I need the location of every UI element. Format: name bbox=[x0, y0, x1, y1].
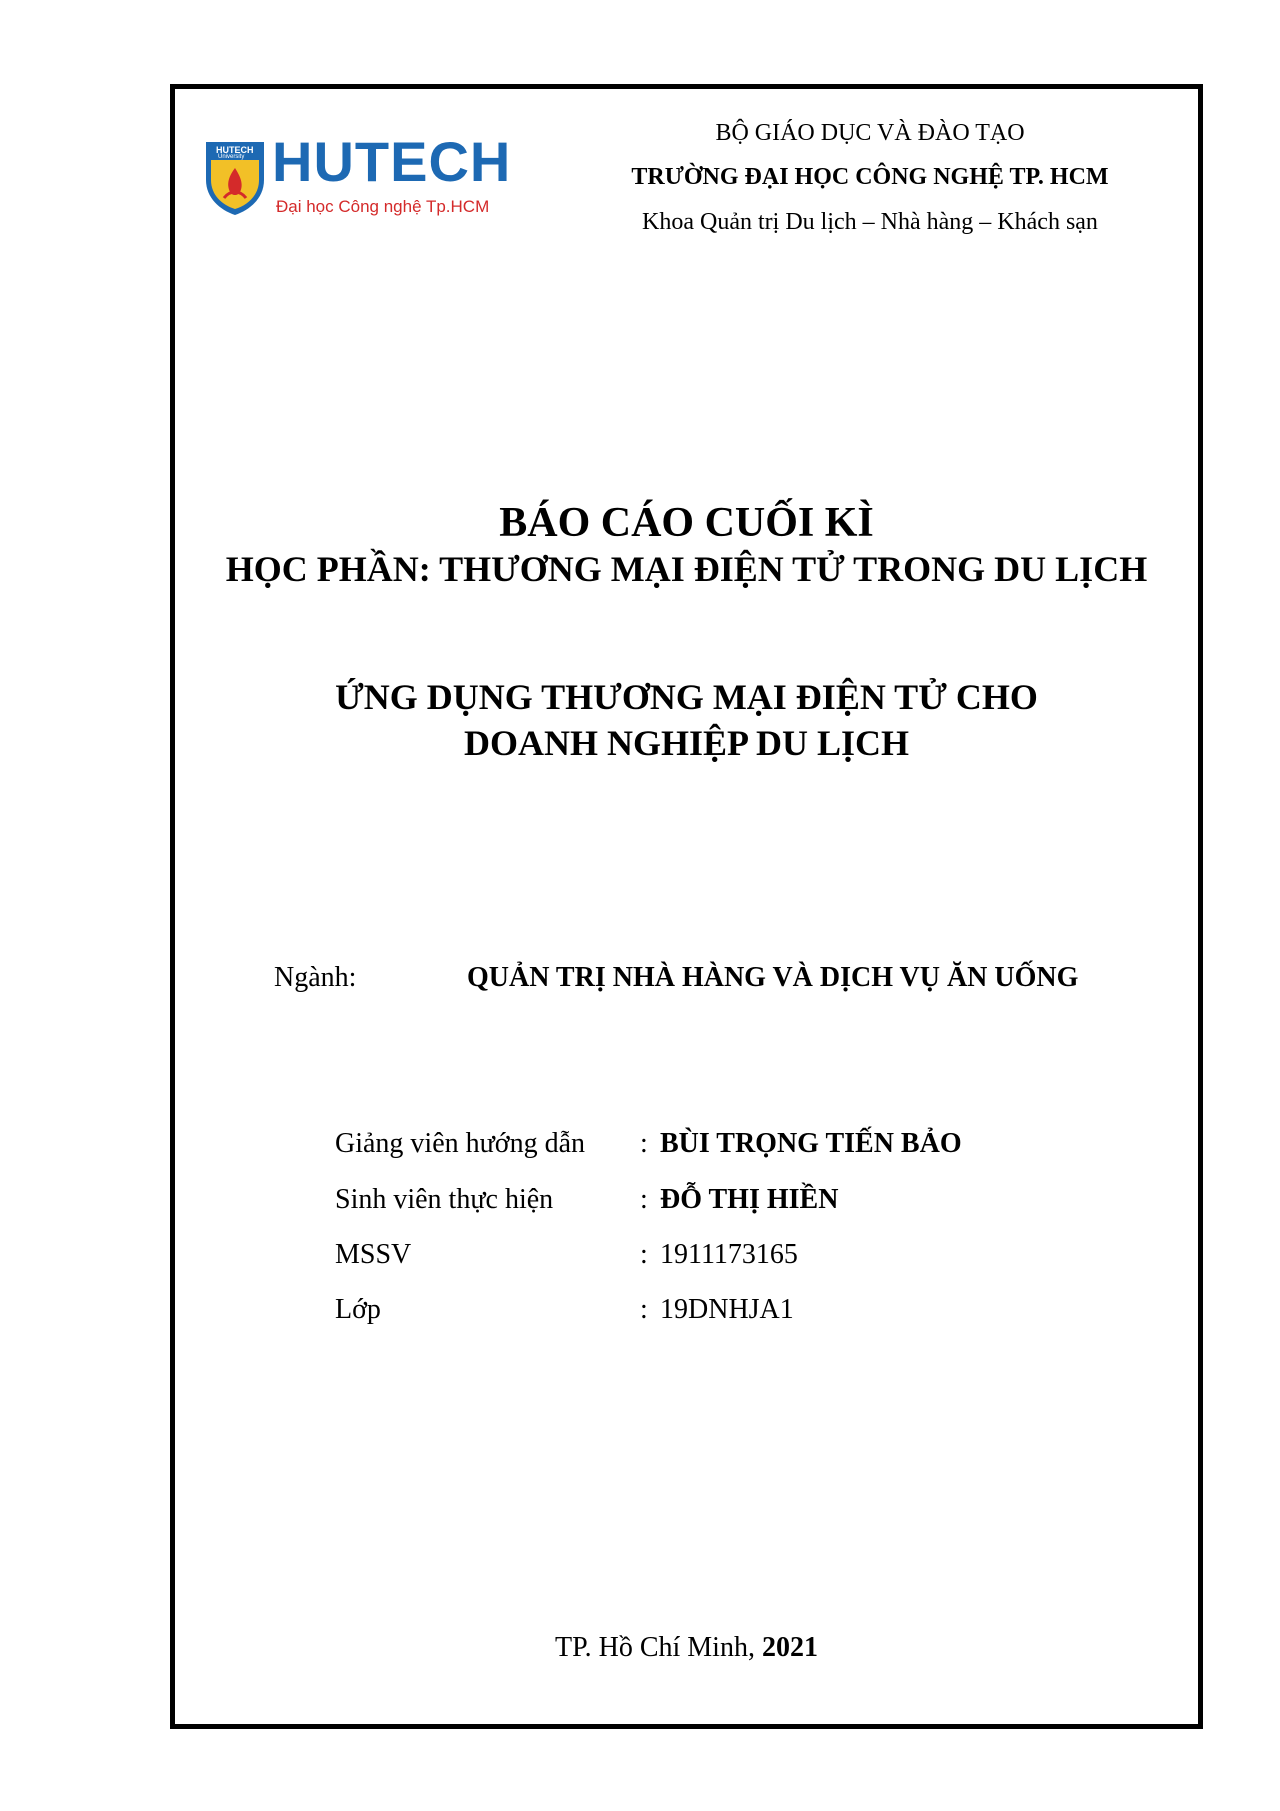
info-value: 1911173165 bbox=[660, 1239, 798, 1270]
info-label: Sinh viên thực hiện bbox=[335, 1184, 554, 1215]
info-label: MSSV bbox=[335, 1239, 412, 1270]
info-label: Giảng viên hướng dẫn bbox=[335, 1128, 586, 1159]
major-value: QUẢN TRỊ NHÀ HÀNG VÀ DỊCH VỤ ĂN UỐNG bbox=[467, 962, 1079, 993]
footer-year: 2021 bbox=[761, 1632, 818, 1663]
footer-place: TP. Hồ Chí Minh, bbox=[555, 1632, 755, 1663]
report-title: BÁO CÁO CUỐI KÌ bbox=[499, 500, 874, 546]
info-colon: : bbox=[640, 1184, 648, 1215]
info-colon: : bbox=[640, 1239, 648, 1270]
ministry-name: BỘ GIÁO DỤC VÀ ĐÀO TẠO bbox=[715, 120, 1025, 146]
footer-place-date bbox=[170, 1632, 1203, 1664]
info-value: ĐỖ THỊ HIỀN bbox=[660, 1184, 839, 1215]
info-value: BÙI TRỌNG TIẾN BẢO bbox=[660, 1128, 962, 1159]
info-value: 19DNHJA1 bbox=[660, 1294, 794, 1325]
major-label: Ngành: bbox=[274, 962, 357, 993]
topic-line-2: DOANH NGHIỆP DU LỊCH bbox=[463, 723, 910, 763]
info-colon: : bbox=[640, 1128, 648, 1159]
logo-wordmark: HUTECH bbox=[272, 130, 512, 193]
course-title: HỌC PHẦN: THƯƠNG MẠI ĐIỆN TỬ TRONG DU LỊCH bbox=[225, 549, 1148, 589]
info-label: Lớp bbox=[335, 1294, 381, 1325]
logo-tagline: Đại học Công nghệ Tp.HCM bbox=[276, 197, 490, 216]
shield-sublabel: University bbox=[218, 154, 245, 160]
page-border-frame bbox=[170, 84, 1203, 1729]
shield-label: HUTECH bbox=[216, 145, 254, 155]
faculty-name: Khoa Quản trị Du lịch – Nhà hàng – Khách sạn bbox=[642, 209, 1098, 235]
info-colon: : bbox=[640, 1294, 648, 1325]
university-name: TRƯỜNG ĐẠI HỌC CÔNG NGHỆ TP. HCM bbox=[631, 164, 1109, 190]
topic-line-1: ỨNG DỤNG THƯƠNG MẠI ĐIỆN TỬ CHO bbox=[335, 677, 1038, 717]
hutech-logo bbox=[204, 130, 514, 220]
